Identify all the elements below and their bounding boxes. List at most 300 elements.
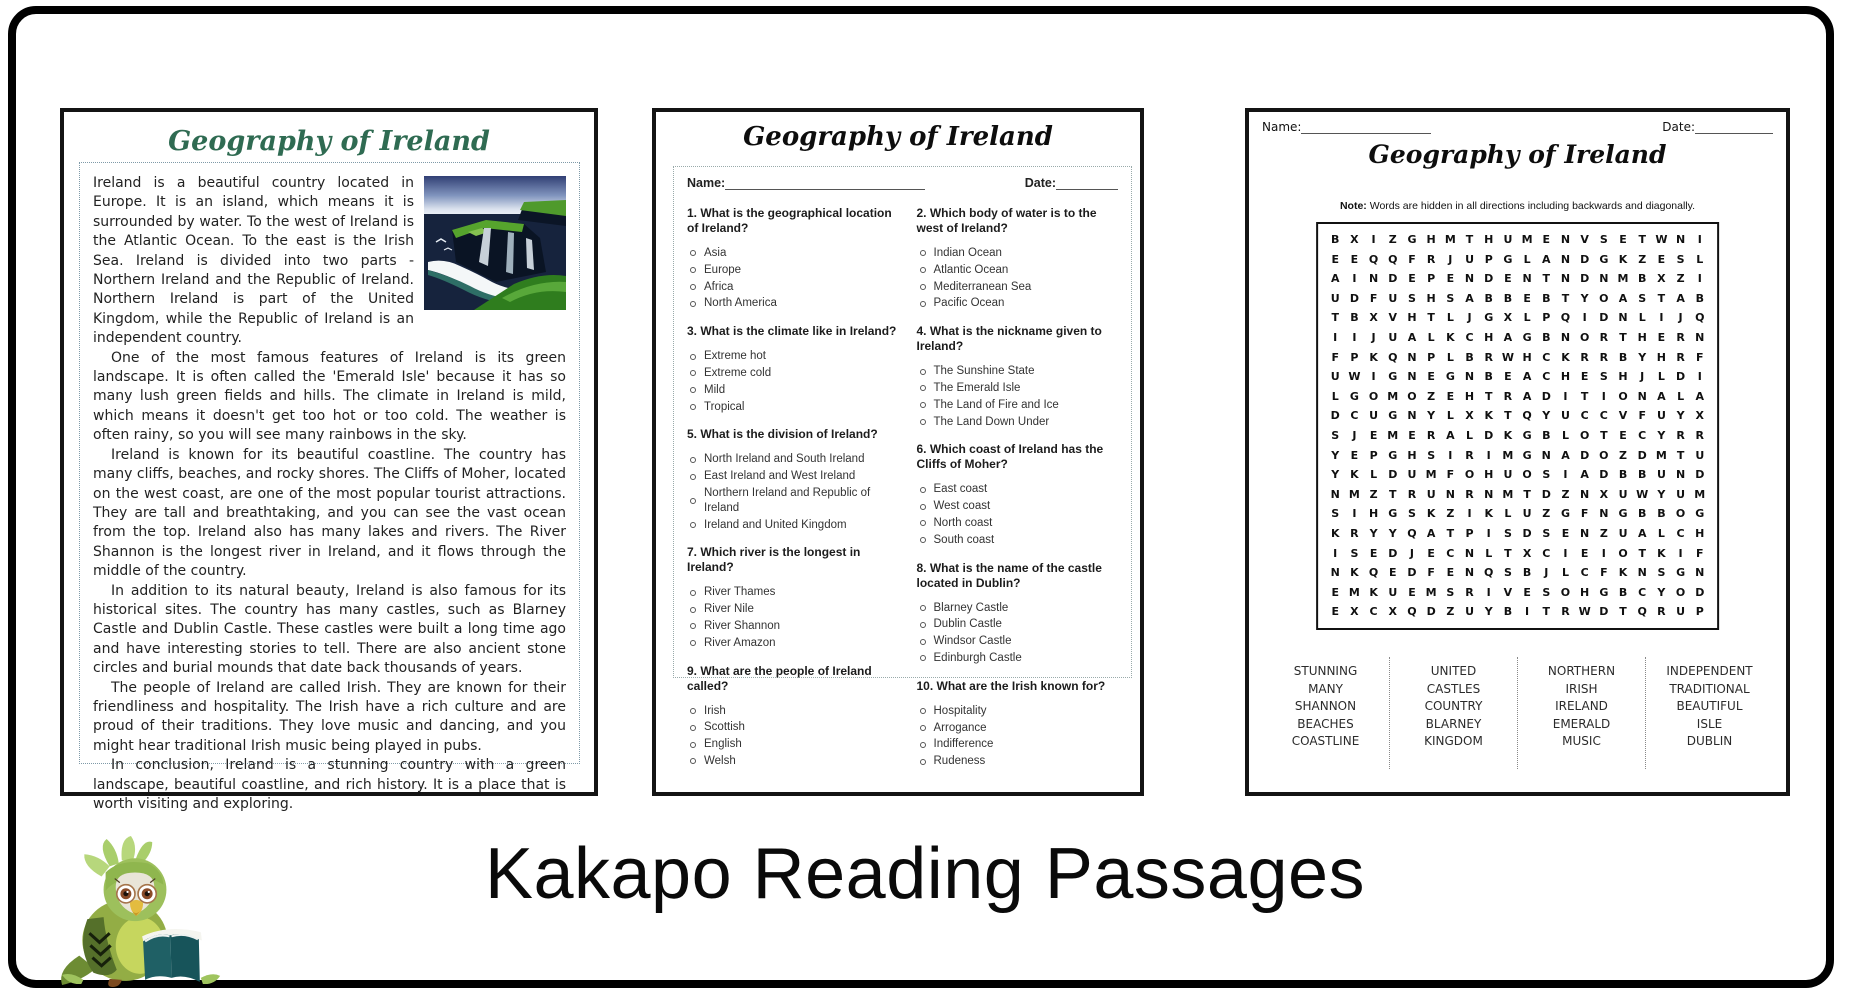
answer-option xyxy=(917,600,1119,617)
question-text: 1. What is the geographical location of Ireland? xyxy=(687,206,892,235)
wordsearch-row xyxy=(1326,602,1710,622)
wordsearch-letter: O xyxy=(1599,448,1609,462)
wordsearch-letter: S xyxy=(1446,291,1455,305)
option-bullet-icon xyxy=(920,537,926,543)
wordsearch-letter: F xyxy=(1600,566,1608,580)
wordsearch-letter: V xyxy=(1388,311,1398,325)
option-label: Northern Ireland and Republic of Ireland xyxy=(704,486,871,514)
wordsearch-letter: Y xyxy=(1657,428,1666,442)
wordsearch-letter: X xyxy=(1465,409,1474,423)
wordsearch-letter: E xyxy=(1389,566,1397,580)
wordsearch-letter: C xyxy=(1542,370,1551,384)
wordsearch-letter: X xyxy=(1350,605,1359,619)
word-list-column xyxy=(1389,657,1517,769)
wordsearch-letter: N xyxy=(1695,566,1705,580)
wordsearch-letter: B xyxy=(1638,507,1647,521)
option-bullet-icon xyxy=(920,759,926,765)
wordsearch-letter: D xyxy=(1330,409,1340,423)
passage-text-box xyxy=(79,162,580,812)
wordsearch-letter: Y xyxy=(1657,585,1666,599)
answer-option xyxy=(917,245,1119,262)
wordsearch-letter: E xyxy=(1580,370,1589,384)
answer-option xyxy=(917,397,1119,414)
word-list-column xyxy=(1645,657,1773,769)
wordsearch-letter: B xyxy=(1638,272,1647,286)
wordsearch-letter: L xyxy=(1523,311,1531,325)
question-block xyxy=(917,324,1119,430)
wordsearch-letter: N xyxy=(1330,566,1340,580)
wordsearch-letter: W xyxy=(1578,605,1591,619)
wordsearch-letter: E xyxy=(1504,370,1512,384)
wordsearch-letter: A xyxy=(1407,330,1417,344)
question-text: 5. What is the division of Ireland? xyxy=(687,427,878,442)
word-list-item: CASTLES xyxy=(1426,681,1481,696)
wordsearch-letter: R xyxy=(1599,350,1609,364)
option-bullet-icon xyxy=(920,742,926,748)
wordsearch-letter: K xyxy=(1561,350,1570,364)
wordsearch-letter: N xyxy=(1637,566,1647,580)
wordsearch-letter: Q xyxy=(1695,311,1705,325)
wordsearch-letter: U xyxy=(1503,233,1513,246)
wordsearch-letter: E xyxy=(1580,546,1589,560)
wordsearch-letter: Y xyxy=(1331,448,1340,462)
wordsearch-letter: G xyxy=(1349,389,1359,403)
wordsearch-letter: Z xyxy=(1446,605,1455,619)
wordsearch-letter: T xyxy=(1676,448,1685,462)
wordsearch-letter: G xyxy=(1388,370,1398,384)
wordsearch-letter: Q xyxy=(1637,605,1647,619)
wordsearch-letter: Y xyxy=(1369,526,1378,540)
wordsearch-letter: C xyxy=(1676,526,1685,540)
wordsearch-row xyxy=(1326,544,1710,564)
wordsearch-letter: G xyxy=(1522,448,1532,462)
wordsearch-letter: J xyxy=(1409,546,1415,560)
question-text: 4. What is the nickname given to Ireland? xyxy=(916,324,1102,354)
wordsearch-letter: D xyxy=(1599,311,1609,325)
wordsearch-letter: G xyxy=(1484,311,1494,325)
wordsearch-letter: Y xyxy=(1638,350,1647,364)
wordsearch-letter: I xyxy=(1333,546,1338,560)
option-label: East coast xyxy=(933,483,988,496)
wordsearch-letter: R xyxy=(1465,585,1474,599)
wordsearch-letter: L xyxy=(1331,389,1339,403)
wordsearch-letter: H xyxy=(1484,468,1494,482)
wordsearch-letter: K xyxy=(1484,507,1493,521)
wordsearch-letter: E xyxy=(1561,526,1570,540)
wordsearch-letter: E xyxy=(1350,252,1359,266)
wordsearch-letter: I xyxy=(1563,546,1568,560)
wordsearch-letter: N xyxy=(1541,448,1551,462)
wordsearch-letter: W xyxy=(1655,233,1668,246)
wordsearch-letter: E xyxy=(1542,233,1551,246)
wordsearch-letter: N xyxy=(1330,487,1340,501)
wordsearch-letter: C xyxy=(1542,546,1551,560)
word-list-item: MANY xyxy=(1308,681,1343,696)
question-block xyxy=(687,324,903,415)
wordsearch-letter: U xyxy=(1695,448,1705,462)
wordsearch-letter: H xyxy=(1368,507,1379,521)
name-field xyxy=(687,176,925,190)
wordsearch-letter: C xyxy=(1580,566,1589,580)
wordsearch-letter: N xyxy=(1560,272,1571,286)
answer-option xyxy=(917,414,1119,431)
word-list-item: KINGDOM xyxy=(1424,734,1483,749)
option-bullet-icon xyxy=(920,487,926,493)
wordsearch-letter: N xyxy=(1580,526,1590,540)
wordsearch-letter: T xyxy=(1580,389,1589,403)
wordsearch-letter: K xyxy=(1618,566,1628,580)
wordsearch-letter: B xyxy=(1638,468,1647,482)
wordsearch-letter: Y xyxy=(1542,409,1551,423)
word-list-item: NORTHERN xyxy=(1547,664,1616,678)
option-bullet-icon xyxy=(920,520,926,526)
wordsearch-letter: P xyxy=(1427,350,1436,364)
wordsearch-letter: I xyxy=(1486,448,1491,462)
option-bullet-icon xyxy=(690,498,696,504)
wordsearch-letter: D xyxy=(1695,468,1705,482)
wordsearch-letter: B xyxy=(1503,605,1513,619)
note-label: Note: xyxy=(1339,200,1367,212)
wordsearch-letter: O xyxy=(1407,389,1417,403)
wordsearch-letter: A xyxy=(1465,291,1474,305)
answer-option xyxy=(687,348,903,365)
wordsearch-letter: H xyxy=(1618,370,1628,384)
wordsearch-letter: L xyxy=(1466,428,1474,442)
option-bullet-icon xyxy=(920,605,926,611)
wordsearch-letter: J xyxy=(1544,566,1549,580)
wordsearch-letter: K xyxy=(1446,330,1455,344)
wordsearch-row xyxy=(1326,426,1710,446)
wordsearch-letter: K xyxy=(1657,546,1666,560)
wordsearch-letter: C xyxy=(1599,409,1608,423)
option-bullet-icon xyxy=(690,640,696,646)
page-reading-passage xyxy=(60,108,598,812)
wordsearch-letter: T xyxy=(1542,272,1551,286)
wordsearch-letter: S xyxy=(1676,252,1685,266)
wordsearch-letter: G xyxy=(1388,507,1398,521)
wordsearch-letter: M xyxy=(1348,585,1360,599)
wordsearch-letter: U xyxy=(1522,507,1532,521)
word-list-item: SHANNON xyxy=(1294,699,1357,714)
option-bullet-icon xyxy=(920,267,926,273)
wordsearch-letter: R xyxy=(1407,487,1417,501)
wordsearch-letter: R xyxy=(1426,428,1436,442)
wordsearch-letter: N xyxy=(1445,487,1455,501)
option-bullet-icon xyxy=(920,708,926,714)
answer-option xyxy=(917,279,1119,296)
wordsearch-letter: L xyxy=(1370,468,1378,482)
wordsearch-letter: O xyxy=(1579,428,1590,442)
answer-option xyxy=(917,532,1119,549)
wordsearch-letter: D xyxy=(1695,585,1705,599)
wordsearch-letter: T xyxy=(1465,233,1474,246)
passage-paragraph: In conclusion, Ireland is a stunning country with a green landscape, beautiful coastline, and rich history. It is a place that is worth visiting and exploring. xyxy=(93,757,566,812)
wordsearch-letter: E xyxy=(1369,546,1378,560)
wordsearch-letter: P xyxy=(1369,448,1378,462)
wordsearch-letter: G xyxy=(1522,428,1532,442)
quiz-name-date-row xyxy=(687,176,1118,190)
wordsearch-letter: E xyxy=(1331,252,1339,266)
passage-paragraph: In addition to its natural beauty, Ireland is also famous for its historical sites. The country has many castles, such as Blarney Castle and Dublin Castle. These castles were built a long time ago and have interesting stories to tell. There are also ancient stone circles and burial mounds that date back thousands of years. xyxy=(93,582,566,677)
date-blank-line xyxy=(1056,177,1118,190)
option-bullet-icon xyxy=(690,623,696,629)
wordsearch-letter: E xyxy=(1408,585,1416,599)
question-block xyxy=(917,561,1119,667)
wordsearch-name-date-row xyxy=(1262,120,1773,134)
word-list-item: MUSIC xyxy=(1562,734,1601,749)
wordsearch-letter: I xyxy=(1659,311,1664,325)
date-field xyxy=(1025,176,1118,190)
wordsearch-letter: U xyxy=(1388,585,1398,599)
wordsearch-letter: M xyxy=(1655,448,1667,462)
wordsearch-letter: K xyxy=(1484,409,1493,423)
wordsearch-row xyxy=(1326,524,1710,544)
wordsearch-letter: J xyxy=(1352,428,1357,442)
word-list-item: TRADITIONAL xyxy=(1669,681,1750,696)
wordsearch-letter: Z xyxy=(1638,252,1647,266)
wordsearch-letter: C xyxy=(1465,330,1474,344)
wordsearch-letter: D xyxy=(1407,566,1417,580)
wordsearch-letter: P xyxy=(1542,311,1551,325)
wordsearch-letter: O xyxy=(1522,468,1532,482)
wordsearch-letter: O xyxy=(1675,507,1686,521)
wordsearch-letter: R xyxy=(1350,526,1359,540)
option-label: River Shannon xyxy=(704,619,781,632)
wordsearch-letter: I xyxy=(1467,507,1472,521)
wordsearch-letter: D xyxy=(1637,448,1647,462)
option-label: Dublin Castle xyxy=(933,618,1002,631)
answer-option xyxy=(917,481,1119,498)
wordsearch-letter: N xyxy=(1560,233,1571,246)
wordsearch-row xyxy=(1326,465,1710,485)
wordsearch-letter: R xyxy=(1503,389,1513,403)
wordsearch-letter: K xyxy=(1330,526,1340,540)
wordsearch-letter: A xyxy=(1503,330,1513,344)
wordsearch-letter: E xyxy=(1350,448,1359,462)
wordsearch-letter: H xyxy=(1426,291,1436,305)
word-list-item: INDEPENDENT xyxy=(1666,664,1753,678)
wordsearch-letter: L xyxy=(1657,526,1665,540)
option-label: South coast xyxy=(933,533,995,546)
wordsearch-letter: J xyxy=(1371,330,1376,344)
wordsearch-letter: H xyxy=(1484,330,1494,344)
wordsearch-letter: A xyxy=(1695,389,1705,403)
wordsearch-letter: R xyxy=(1484,350,1493,364)
wordsearch-letter: E xyxy=(1523,585,1531,599)
question-text: 6. Which coast of Ireland has the Cliffs of Moher? xyxy=(916,442,1104,472)
option-label: Pacific Ocean xyxy=(933,297,1005,310)
wordsearch-letter: Z xyxy=(1561,487,1570,501)
wordsearch-letter: H xyxy=(1656,350,1667,364)
question-column-right xyxy=(903,194,1119,775)
date-label: Date: xyxy=(1662,120,1695,134)
wordsearch-row xyxy=(1326,328,1710,348)
wordsearch-letter: L xyxy=(1427,330,1435,344)
question-block xyxy=(687,427,903,533)
wordsearch-letter: S xyxy=(1542,468,1551,482)
wordsearch-letter: U xyxy=(1618,487,1628,501)
wordsearch-letter: D xyxy=(1676,370,1686,384)
wordsearch-letter: D xyxy=(1426,605,1436,619)
wordsearch-letter: L xyxy=(1561,566,1569,580)
wordsearch-letter: U xyxy=(1388,291,1398,305)
wordsearch-letter: S xyxy=(1331,507,1340,521)
answer-option xyxy=(687,584,903,601)
wordsearch-letter: U xyxy=(1369,409,1379,423)
wordsearch-letter: V xyxy=(1618,409,1628,423)
wordsearch-letter: C xyxy=(1638,428,1647,442)
wordsearch-letter: U xyxy=(1561,409,1570,423)
name-label: Name: xyxy=(1262,120,1302,134)
wordsearch-letter: B xyxy=(1618,350,1628,364)
option-label: The Land of Fire and Ice xyxy=(933,398,1059,411)
answer-option xyxy=(687,485,903,517)
wordsearch-row xyxy=(1326,348,1710,368)
wordsearch-letter: T xyxy=(1638,233,1646,246)
answer-option xyxy=(917,616,1119,633)
wordsearch-letter: R xyxy=(1676,428,1685,442)
wordsearch-letter: D xyxy=(1580,272,1590,286)
wordsearch-letter: H xyxy=(1560,370,1571,384)
option-bullet-icon xyxy=(690,607,696,613)
wordsearch-letter: G xyxy=(1388,448,1398,462)
wordsearch-row xyxy=(1326,504,1710,524)
wordsearch-letter: Z xyxy=(1599,526,1608,540)
wordsearch-letter: X xyxy=(1503,311,1513,325)
answer-option xyxy=(687,635,903,652)
answer-option xyxy=(917,736,1119,753)
wordsearch-letter: C xyxy=(1446,546,1455,560)
wordsearch-letter: S xyxy=(1427,448,1436,462)
wordsearch-letter: A xyxy=(1637,526,1647,540)
wordsearch-letter: Q xyxy=(1388,252,1398,266)
wordsearch-letter: Z xyxy=(1427,389,1436,403)
wordsearch-letter: H xyxy=(1484,233,1494,246)
wordsearch-letter: N xyxy=(1464,546,1475,560)
wordsearch-letter: I xyxy=(1352,507,1357,521)
wordsearch-letter: A xyxy=(1561,448,1570,462)
wordsearch-letter: E xyxy=(1408,272,1416,286)
page-comprehension-quiz xyxy=(652,108,1144,796)
wordsearch-letter: T xyxy=(1523,487,1531,501)
answer-option xyxy=(917,498,1119,515)
wordsearch-letter: M xyxy=(1694,487,1706,501)
option-label: The Land Down Under xyxy=(933,415,1050,428)
wordsearch-letter: U xyxy=(1503,468,1513,482)
question-text: 9. What are the people of Ireland called? xyxy=(687,663,872,693)
word-list-item: ISLE xyxy=(1696,716,1723,731)
word-list-item: BEAUTIFUL xyxy=(1676,699,1743,714)
wordsearch-letter: W xyxy=(1636,487,1649,501)
option-label: Tropical xyxy=(704,400,745,413)
wordsearch-letter: D xyxy=(1388,272,1398,286)
answer-option xyxy=(687,517,903,534)
question-block xyxy=(917,679,1119,770)
wordsearch-letter: B xyxy=(1542,428,1551,442)
wordsearch-letter: S xyxy=(1638,291,1647,305)
wordsearch-letter: L xyxy=(1523,252,1531,266)
wordsearch-letter: E xyxy=(1427,546,1435,560)
wordsearch-letter: K xyxy=(1350,566,1359,580)
option-bullet-icon xyxy=(920,622,926,628)
wordsearch-letter: A xyxy=(1330,272,1340,286)
answer-option xyxy=(687,753,903,770)
wordsearch-letter: C xyxy=(1638,585,1647,599)
wordsearch-letter: T xyxy=(1389,487,1397,501)
wordsearch-letter: R xyxy=(1561,605,1570,619)
answer-option xyxy=(917,380,1119,397)
answer-option xyxy=(687,382,903,399)
question-block xyxy=(687,545,903,651)
word-list-column xyxy=(1517,657,1645,769)
date-blank-line xyxy=(1695,121,1773,134)
answer-option xyxy=(687,245,903,262)
option-bullet-icon xyxy=(690,354,696,360)
wordsearch-letter: N xyxy=(1637,389,1647,403)
wordsearch-letter: Q xyxy=(1522,409,1532,423)
wordsearch-letter: C xyxy=(1350,409,1359,423)
wordsearch-letter: I xyxy=(1697,272,1702,286)
wordsearch-letter: J xyxy=(1467,311,1472,325)
option-label: English xyxy=(704,738,742,751)
wordsearch-letter: H xyxy=(1580,585,1590,599)
wordsearch-letter: L xyxy=(1446,311,1454,325)
wordsearch-letter: D xyxy=(1388,468,1398,482)
answer-option xyxy=(917,703,1119,720)
question-block xyxy=(687,206,903,312)
name-label: Name: xyxy=(687,176,726,190)
wordsearch-letter: B xyxy=(1350,311,1359,325)
wordsearch-letter: T xyxy=(1638,546,1646,560)
question-text: 10. What are the Irish known for? xyxy=(916,678,1106,693)
wordsearch-grid xyxy=(1316,222,1720,630)
wordsearch-letter: G xyxy=(1445,370,1455,384)
wordsearch-letter: U xyxy=(1388,330,1398,344)
wordsearch-letter: D xyxy=(1522,526,1532,540)
name-field xyxy=(1262,120,1431,134)
wordsearch-letter: S xyxy=(1542,585,1551,599)
wordsearch-letter: L xyxy=(1485,546,1493,560)
wordsearch-letter: J xyxy=(1678,311,1683,325)
wordsearch-letter: R xyxy=(1465,487,1474,501)
wordsearch-letter: S xyxy=(1657,566,1666,580)
option-label: Asia xyxy=(704,247,727,259)
wordsearch-letter: F xyxy=(1331,350,1339,364)
wordsearch-letter: X xyxy=(1350,233,1359,246)
option-bullet-icon xyxy=(920,639,926,645)
wordsearch-letter: Z xyxy=(1676,272,1685,286)
answer-option xyxy=(687,365,903,382)
question-block xyxy=(917,206,1119,312)
wordsearch-letter: E xyxy=(1657,330,1666,344)
wordsearch-letter: T xyxy=(1484,389,1493,403)
wordsearch-letter: R xyxy=(1676,350,1685,364)
wordsearch-letter: M xyxy=(1425,468,1437,482)
answer-option xyxy=(687,618,903,635)
wordsearch-letter: K xyxy=(1503,428,1513,442)
wordsearch-row xyxy=(1326,308,1710,328)
answer-option xyxy=(687,468,903,485)
wordsearch-letter: F xyxy=(1427,566,1435,580)
question-block xyxy=(687,664,903,770)
wordsearch-letter: Q xyxy=(1388,350,1398,364)
wordsearch-letter: E xyxy=(1427,370,1435,384)
wordsearch-letter: B xyxy=(1618,468,1628,482)
wordsearch-letter: G xyxy=(1695,507,1705,521)
wordsearch-letter: X xyxy=(1369,311,1378,325)
wordsearch-letter: T xyxy=(1657,291,1666,305)
option-bullet-icon xyxy=(690,267,696,273)
